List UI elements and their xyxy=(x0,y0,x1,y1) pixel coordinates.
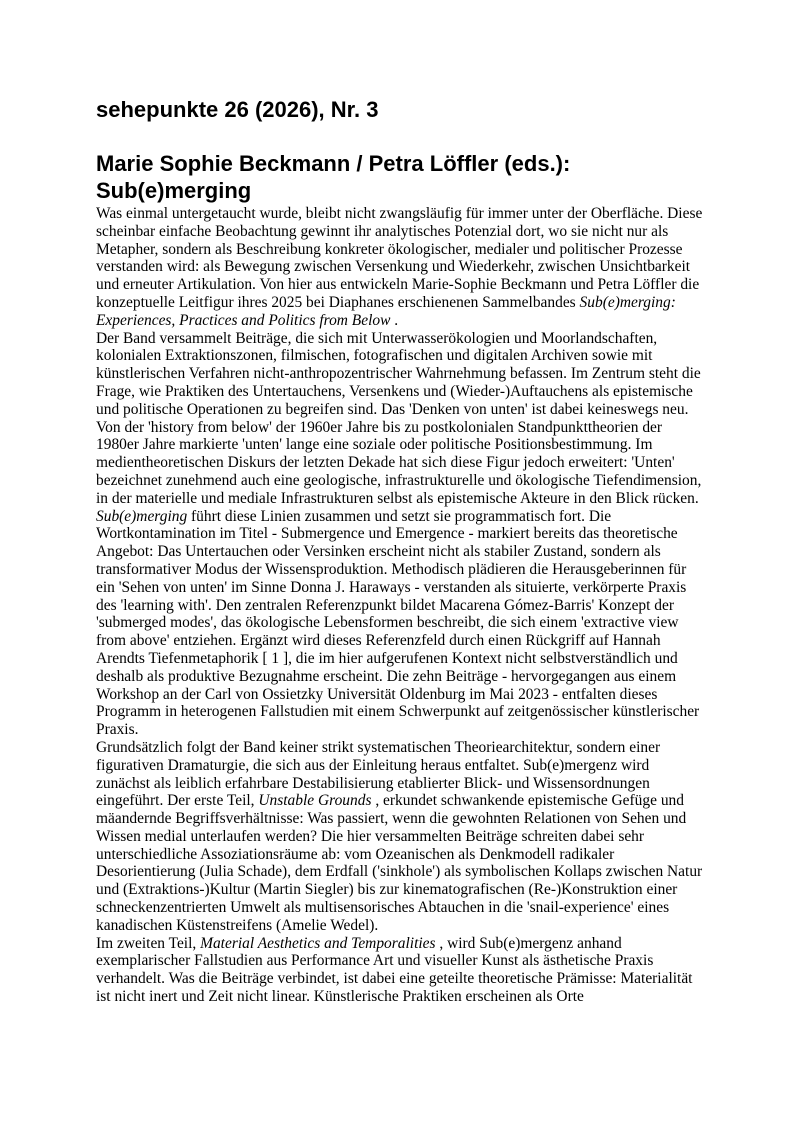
journal-issue-heading: sehepunkte 26 (2026), Nr. 3 xyxy=(96,97,379,122)
book-title-italic-short: Sub(e)merging xyxy=(96,507,188,525)
paragraph-3 xyxy=(96,508,704,739)
paragraph-1 xyxy=(96,205,704,330)
paragraph-5-text: Im zweiten Teil, xyxy=(96,934,201,952)
paragraph-5 xyxy=(96,935,704,1006)
book-title-italic: Sub(e)merging: Experiences, Practices and Politics from Below xyxy=(96,293,676,329)
paragraph-1-text: Was einmal untergetaucht wurde, bleibt nicht zwangsläufig für immer unter der Oberfläche. Diese scheinbar einfache Beobachtung gewinnt ihr analytisches Potenzial dort, wo sie nicht nur als Metapher, sondern als Beschreibung konkreter ökologischer, medialer und politischer Prozesse verstanden wird: als Bewegung zwischen Versenkung und Wiederkehr, zwischen Unsichtbarkeit und erneuter Artikulation. Von hier aus entwickeln Marie-Sophie Beckmann und Petra Löffler die konzeptuelle Leitfigur ihres 2025 bei Diaphanes erschienenen Sammelbandes xyxy=(96,205,703,311)
paragraph-4-text: Grundsätzlich folgt der Band keiner strikt systematischen Theoriearchitektur, sondern einer figurativen Dramaturgie, die sich aus der Einleitung heraus entfaltet. Sub(e)mergenz wird zunächst als leiblich erfahrbare Destabilisierung etablierter Blick- und Wissensordnungen eingeführt. Der erste Teil, xyxy=(96,738,661,810)
section-title-material-aesthetics: Material Aesthetics and Temporalities xyxy=(200,934,436,952)
review-body xyxy=(96,205,704,1006)
paragraph-1-end: . xyxy=(390,311,399,329)
paragraph-4 xyxy=(96,739,704,935)
paragraph-3-text: führt diese Linien zusammen und setzt sie programmatisch fort. Die Wortkontamination im Titel - Submergence und Emergence - markiert bereits das theoretische Angebot: Das Untertauchen oder Versinken erscheint nicht als stabiler Zustand, sondern als transformativer Modus der Wissensproduktion. Methodisch plädieren die Herausgeberinnen für ein 'Sehen von unten' im Sinne Donna J. Haraways - verstanden als situierte, verkörperte Praxis des 'learning with'. Den zentralen Referenzpunkt bildet Macarena Gómez-Barris' Konzept der 'submerged modes', das ökologische Lebensformen beschreibt, die sich einem 'extractive view from above' entziehen. Ergänzt wird dieses Referenzfeld durch einen Rückgriff auf Hannah Arendts Tiefenmetaphorik [ 1 ], die im hier aufgerufenen Kontext nicht selbstverständlich und deshalb als produktive Bezugnahme erscheint. Die zehn Beiträge - hervorgegangen aus einem Workshop an der Carl von Ossietzky Universität Oldenburg im Mai 2023 - entfalten dieses Programm in heterogenen Fallstudien mit einem Schwerpunkt auf zeitgenössischer künstlerischer Praxis. xyxy=(96,507,700,739)
paragraph-2: Der Band versammelt Beiträge, die sich mit Unterwasserökologien und Moorlandschaften, kolonialen Extraktionszonen, filmischen, fotografischen und digitalen Archiven sowie mit künstlerischen Verfahren nicht-anthropozentrischer Wahrnehmung befassen. Im Zentrum steht die Frage, wie Praktiken des Untertauchens, Versenkens und (Wieder-)Auftauchens als epistemische und politische Operationen zu begreifen sind. Das 'Denken von unten' ist dabei keineswegs neu. Von der 'history from below' der 1960er Jahre bis zu postkolonialen Standpunkttheorien der 1980er Jahre markierte 'unten' lange eine soziale oder politische Positionsbestimmung. Im medientheoretischen Diskurs der letzten Dekade hat sich diese Figur jedoch erweitert: 'Unten' bezeichnet zunehmend auch eine geologische, infrastrukturelle und ökologische Tiefendimension, in der materielle und mediale Infrastrukturen selbst als epistemische Akteure in den Blick rücken. xyxy=(96,329,702,507)
review-title-authors: Marie Sophie Beckmann / Petra Löffler (eds.): xyxy=(96,151,571,176)
paragraph-4-rest: , erkundet schwankende epistemische Gefüge und mäandernde Begriffsverhältnisse: Was passiert, wenn die gewohnten Relationen von Sehen und Wissen medial unterlaufen werden? Die hier versammelten Beiträge schreiten dabei sehr unterschiedliche Assoziationsräume ab: vom Ozeanischen als Denkmodell radikaler Desorientierung (Julia Schade), dem Erdfall ('sinkhole') als symbolischen Kollaps zwischen Natur und (Extraktions-)Kultur (Martin Siegler) bis zur kinematografischen (Re-)Konstruktion einer schneckenzentrierten Umwelt als multisensorisches Abtauchen in die 'snail-experience' eines kanadischen Küstenstreifens (Amelie Wedel). xyxy=(96,792,703,934)
review-title xyxy=(96,150,570,204)
review-title-book: Sub(e)merging xyxy=(96,178,252,203)
paragraph-5-rest: , wird Sub(e)mergenz anhand exemplarischer Fallstudien aus Performance Art und visueller Kunst als ästhetische Praxis verhandelt. Was die Beiträge verbindet, ist dabei eine geteilte theoretische Prämisse: Materialität ist nicht inert und Zeit nicht linear. Künstlerische Praktiken erscheinen als Orte xyxy=(96,934,693,1006)
section-title-unstable-grounds: Unstable Grounds xyxy=(258,792,372,810)
